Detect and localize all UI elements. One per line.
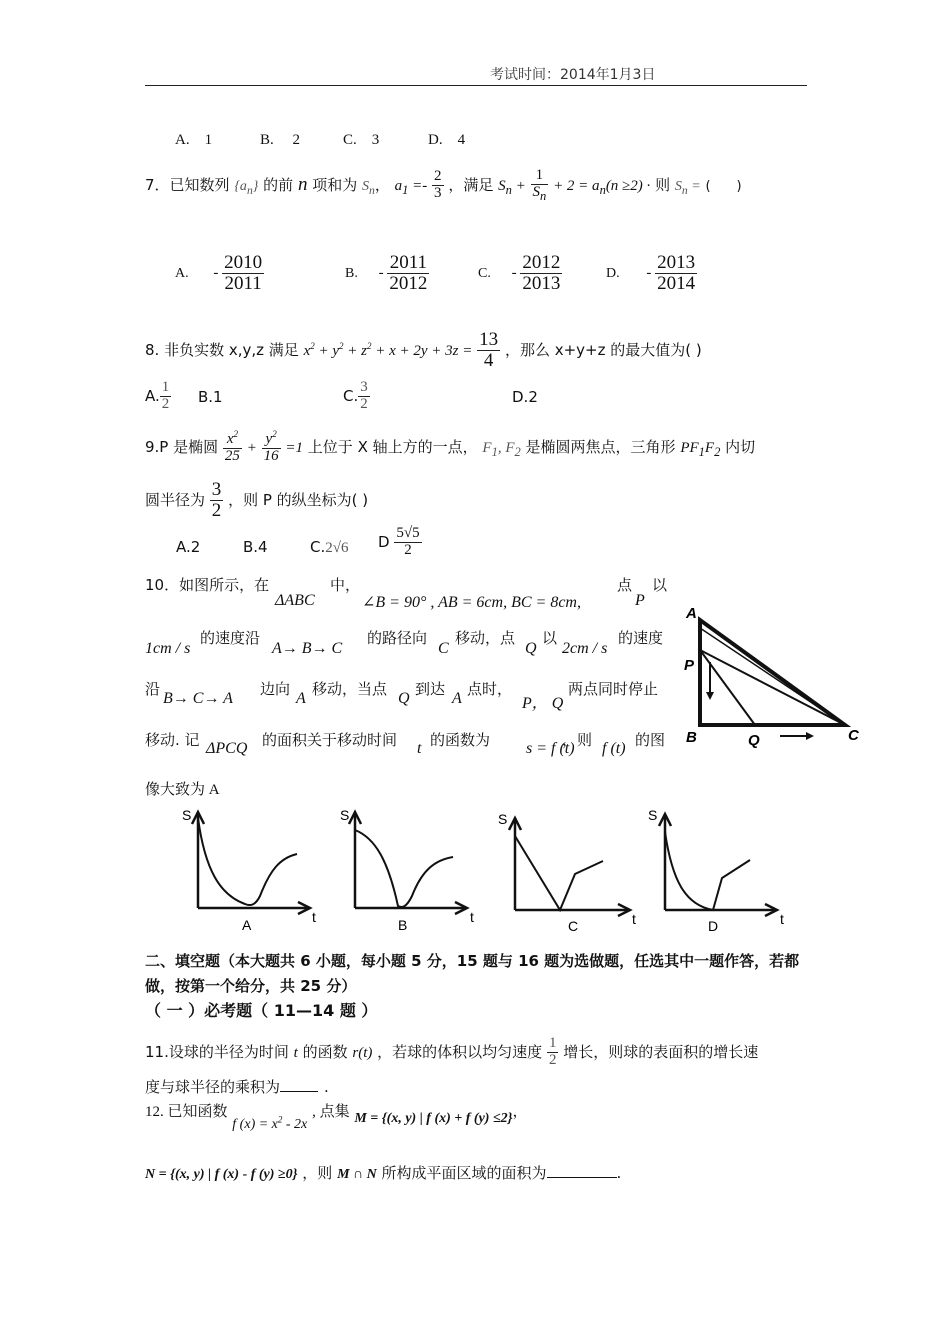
q9-option-a: A.2 [176, 538, 201, 556]
graph-c-label: C [568, 918, 579, 934]
q11-blank [280, 1091, 318, 1092]
label-q: Q [748, 732, 760, 749]
segment-pq [700, 650, 755, 725]
q9-t1: 上位于 X 轴上方的一点， [307, 437, 478, 456]
q10-a1: A [296, 690, 306, 707]
graph-b [340, 807, 474, 933]
graph-a-label: A [242, 917, 252, 933]
q11-d: 增长，则球的表面积的增长速 [563, 1042, 759, 1061]
q7-t4: 则 [655, 175, 671, 194]
label-c: C [848, 727, 859, 744]
q9-option-d [378, 526, 422, 559]
q8-intro: 8. 非负实数 x,y,z 满足 [145, 340, 299, 359]
graph-b-s-label: S [340, 807, 350, 823]
q10-l4-e: 的图 [635, 731, 666, 749]
q11-frac: $\frac{1}{2}$ [548, 1035, 557, 1068]
q9-frac-x: $\frac{x^2}{25}$ [224, 429, 240, 464]
q7-option-c: C. - $\frac{2012}{2013}$ [478, 252, 561, 294]
q11-end: . [324, 1078, 329, 1096]
q10-c1: C [438, 640, 449, 657]
q9-option-d-label: D [378, 532, 390, 551]
q7-t3: ，满足 [448, 175, 494, 194]
label-p: P [684, 657, 695, 674]
q7-option-d-frac: $\frac{2013}{2014}$ [657, 252, 696, 294]
q7-condition-tail: + $2 = a_n(n \ge 2)$ · [553, 177, 651, 197]
q9-triangle: $PF_1F_2$ [680, 439, 721, 459]
q9-intro: 9.P 是椭圆 [145, 437, 219, 456]
q10-l3-b: 边向 [260, 680, 291, 698]
q10-point-word: 点 [617, 576, 633, 594]
q8-option-a: A. $\frac{1}{2}$ [145, 379, 170, 412]
q10-l2-e: 的速度 [618, 629, 664, 647]
q7-t1: 的前 [263, 175, 294, 194]
q10-l2-d: 以 [542, 629, 558, 647]
q9-line2-a: 圆半径为 [145, 490, 206, 509]
q10-l4-d: ，则 [562, 731, 593, 749]
q9-option-c: C.2√6 [310, 538, 349, 556]
q10-mid: 中， [330, 576, 361, 594]
q9-frac-y: $\frac{y^2}{16}$ [263, 429, 279, 464]
q10-l3-e: 点时， [467, 680, 513, 698]
graph-a [182, 807, 316, 933]
graph-a-s-label: S [182, 807, 192, 823]
q11-rt: r(t) [352, 1044, 373, 1061]
q7-frac-1-sn: $\frac{1}{S_n}$ [532, 167, 547, 203]
q8-option-a-label: A. [145, 386, 160, 405]
q7-frac-2-3: $\frac{2}{3}$ [434, 168, 442, 201]
q8-tail: ，那么 x+y+z 的最大值为( ) [504, 340, 702, 359]
q10-triangle-abc: ΔABC [275, 592, 315, 609]
q8-option-c: C. $\frac{3}{2}$ [343, 379, 368, 412]
q7-condition: $S_n$ + [498, 177, 526, 197]
q12-set-m: M = {(x, y) | f (x) + f (y) ≤2} [354, 1111, 513, 1126]
q7-option-b-frac: $\frac{2011}{2012}$ [389, 252, 428, 294]
q10-triangle-pcq: ΔPCQ [206, 740, 248, 757]
q11-t: t [293, 1044, 298, 1061]
label-b: B [686, 729, 697, 746]
q7-option-b: B. - $\frac{2011}{2012}$ [345, 252, 428, 294]
q7-option-a-frac: $\frac{2010}{2011}$ [224, 252, 263, 294]
header-rule [145, 85, 807, 86]
q10-l4-c: 的函数为 [430, 731, 491, 749]
label-a: A [686, 605, 697, 622]
q12-end: . [616, 1164, 622, 1182]
q10-ft: f (t) [602, 740, 626, 757]
q7-t2: 项和为 [312, 175, 358, 194]
q10-path-p: A→ B→ C [272, 640, 343, 657]
triangle-outline [700, 620, 845, 725]
graph-c [498, 811, 636, 934]
q10-l5: 像大致为 A [145, 782, 220, 798]
q6-option-a: A. 1 [175, 132, 213, 148]
graph-d-t-label: t [780, 911, 784, 927]
q11-b: 的函数 [302, 1042, 348, 1061]
q10-s-eq: s = f (t) [526, 740, 575, 757]
q9-line1: 9.P 是椭圆 $\frac{x^2}{25}$ + $\frac{y^2}{16}$ =1 上位于 X 轴上方的一点， $F_1$, $F_2$ 是椭圆两焦点，三角形 $PF_1F_2$ 内切 [145, 429, 756, 464]
graph-d-label: D [708, 918, 719, 934]
q10-l3-c: 移动，当点 [312, 680, 388, 698]
arrow-down-head [706, 692, 714, 700]
graph-c-s-label: S [498, 811, 508, 827]
q9-line2-b: ，则 P 的纵坐标为( ) [228, 490, 369, 509]
q10-answer-graphs [150, 800, 800, 940]
graph-d [648, 807, 784, 934]
q6-option-c: C. 3 [343, 132, 380, 148]
q9-option-b: B.4 [243, 538, 268, 556]
q8-option-d: D.2 [512, 388, 538, 406]
q9-option-d-frac: $\frac{5√5}{2}$ [396, 525, 420, 558]
q12-c: ，则 [302, 1164, 333, 1182]
q7-sn: $S_n$ [362, 178, 375, 197]
q11-a: 11.设球的半径为时间 [145, 1042, 289, 1061]
segment-pc [700, 650, 845, 725]
q10-q1: Q [525, 640, 537, 657]
q7-sn-eq: $S_n$ = [674, 178, 701, 197]
curve-b [355, 830, 453, 907]
q9-frac-radius: $\frac{3}{2}$ [211, 479, 222, 521]
q8-option-b: B.1 [198, 388, 223, 406]
q10-speed-q: 2cm / s [562, 640, 608, 657]
q10-intro: 10．如图所示，在 [145, 576, 270, 594]
graph-b-t-label: t [470, 909, 474, 925]
graph-d-s-label: S [648, 807, 658, 823]
q7-n: n [297, 173, 308, 195]
q9-t2: 是椭圆两焦点，三角形 [525, 437, 676, 456]
q8-option-c-label: C. [343, 386, 359, 405]
graph-b-label: B [398, 917, 408, 933]
q10-l3-d: 到达 [415, 680, 446, 698]
q8-line [145, 330, 702, 371]
q10-l2-c: 移动，点 [455, 629, 516, 647]
q10-pq: P， Q [522, 695, 564, 712]
q10-l4-b: 的面积关于移动时间 [262, 731, 398, 749]
q11-line1 [145, 1036, 758, 1069]
curve-c [515, 836, 603, 910]
q12-b: , 点集 [312, 1104, 350, 1120]
q7-option-d-label: D. [606, 265, 620, 281]
graph-a-t-label: t [312, 909, 316, 925]
q10-triangle-figure [680, 600, 870, 750]
q7-paren: ( ) [705, 178, 742, 194]
q10-a2: A [452, 690, 462, 707]
q8-frac: $\frac{13}{4}$ [479, 329, 499, 371]
q12-line2 [145, 1162, 621, 1183]
q12-intersection: M ∩ N [337, 1167, 377, 1182]
q11-line2-text: 度与球半径的乘积为 [145, 1078, 281, 1096]
q6-option-d: D. 4 [428, 132, 466, 148]
q7-option-a-label: A. [175, 265, 189, 281]
curve-d [665, 832, 750, 910]
q10-speed-p: 1cm / s [145, 640, 191, 657]
q10-l3-a: 沿 [145, 680, 161, 698]
q8-equation: $x^2 + y^2 + z^2 + x + 2y + 3z$ = [303, 340, 473, 359]
q7-option-a: A. - $\frac{2010}{2011}$ [175, 252, 263, 294]
q10-path-q: B→ C→ A [163, 690, 233, 707]
q7-intro: 7．已知数列 [145, 175, 230, 194]
q9-foci: $F_1$, $F_2$ [482, 439, 521, 459]
q10-q2: Q [398, 690, 410, 707]
q9-line2 [145, 480, 368, 521]
section2-sub: （ 一 ）必考题（ 11—14 题 ） [145, 1001, 378, 1020]
q10-conditions: ∠B = 90° , AB = 6cm, BC = 8cm, [362, 594, 581, 611]
q7-seq: $\{a_n\}$ [234, 178, 259, 197]
q10-t: t [417, 740, 422, 757]
q12-a: 12. 已知函数 [145, 1104, 228, 1120]
section2-title: 二、填空题（本大题共 6 小题，每小题 5 分，15 题与 16 题为选做题，任选其中一题作答，若都 [145, 952, 800, 970]
q12-d: 所构成平面区域的面积为 [381, 1164, 547, 1182]
q10-l2-a: 的速度沿 [200, 629, 261, 647]
section2-title2: 做，按第一个给分，共 25 分） [145, 977, 357, 995]
q10-l4-a: 移动. 记 [145, 731, 200, 749]
q7-line: 7．已知数列 $\{a_n\}$ 的前 n 项和为 $S_n$， $a_1$ =- $\frac{2}{3}$ ，满足 $S_n$ + $\frac{1}{S_n}$ + $2 = a_n(n \ge 2)$ · 则 $S_n$ = ( ) [145, 167, 742, 203]
q12-blank [547, 1177, 617, 1178]
q12-fx: f $(x) = x^2 - 2x$ [232, 1114, 308, 1132]
q7-option-c-frac: $\frac{2012}{2013}$ [522, 252, 561, 294]
exam-time: 考试时间：2014年1月3日 [490, 67, 656, 83]
q9-option-c-label: C. [310, 538, 326, 556]
q7-option-b-label: B. [345, 265, 358, 281]
q7-a1: $a_1$ =- [394, 177, 428, 197]
arrow-right-head [806, 732, 814, 740]
q10-l2-b: 的路径向 [367, 629, 428, 647]
segment-ap [700, 628, 845, 725]
graph-c-t-label: t [632, 911, 636, 927]
q12-line1: 12. 已知函数 f $(x) = x^2 - 2x$ , 点集 M = {(x, y) | f (x) + f (y) ≤2}， [145, 1102, 528, 1132]
q10-l3-f: 两点同时停止 [568, 680, 659, 698]
q7-option-c-label: C. [478, 265, 491, 281]
q10-p: P [635, 592, 645, 609]
q6-option-b: B. 2 [260, 132, 301, 148]
q12-set-n: N = {(x, y) | f (x) - f (y) ≥0} [145, 1167, 298, 1182]
q11-c: ，若球的体积以均匀速度 [377, 1042, 543, 1061]
curve-a [198, 818, 297, 905]
q11-line2 [145, 1076, 329, 1097]
q9-t3: 内切 [725, 437, 756, 456]
q7-option-d: D. - $\frac{2013}{2014}$ [606, 252, 696, 294]
q10-yi: 以 [652, 576, 668, 594]
